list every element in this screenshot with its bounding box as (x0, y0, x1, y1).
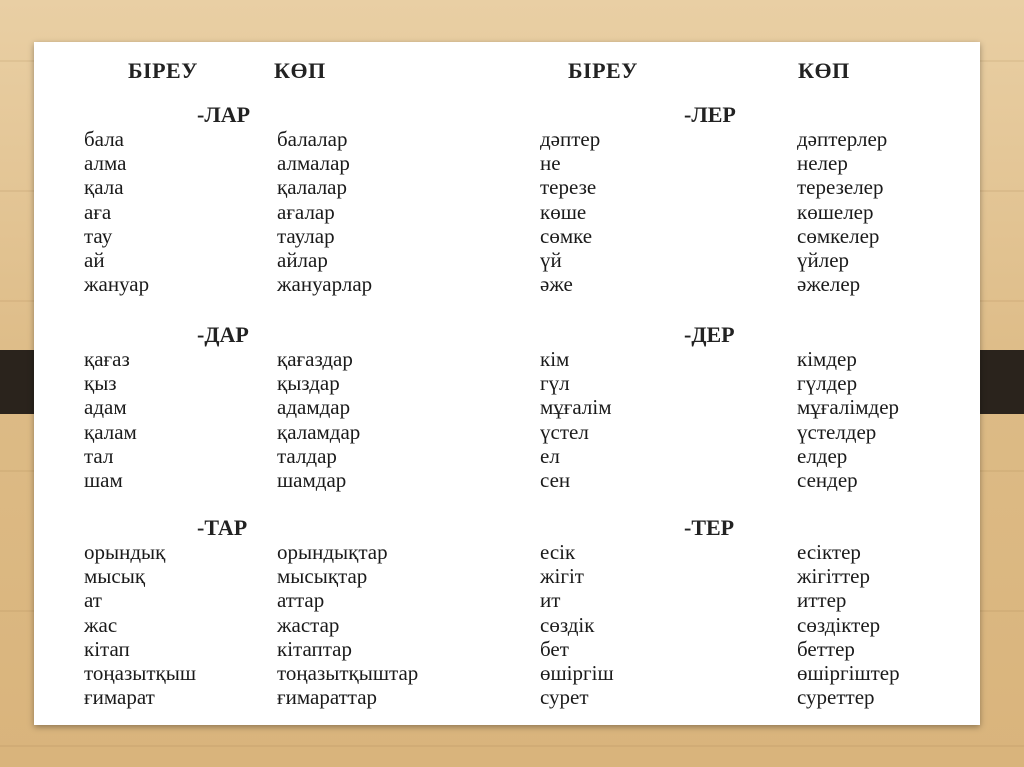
word-plural: кітаптар (277, 636, 353, 661)
word-singular: мысық (84, 564, 146, 589)
word-singular: көше (540, 199, 587, 224)
word-plural: жігіттер (797, 564, 870, 589)
word-singular: ит (540, 588, 561, 613)
word-singular: әже (540, 272, 573, 297)
word-plural: үйлер (797, 248, 850, 272)
word-plural: өшіргіштер (797, 661, 900, 685)
word-singular: тал (84, 443, 114, 468)
word-singular: үстел (540, 419, 589, 444)
word-plural: жастар (277, 612, 340, 637)
word-singular: терезе (540, 175, 597, 200)
word-plural: кімдер (797, 347, 857, 371)
word-singular: ғимарат (84, 685, 155, 710)
word-plural: талдар (277, 443, 337, 468)
header-left-plural: КӨП (274, 58, 326, 83)
word-plural: көшелер (797, 199, 874, 224)
word-singular: тоңазытқыш (84, 661, 197, 685)
suffix-right: -ЛЕР (684, 102, 736, 127)
word-singular: жануар (84, 272, 150, 297)
word-singular: кім (540, 347, 570, 371)
word-singular: аға (84, 199, 112, 224)
word-plural: нелер (797, 151, 848, 176)
suffix-right: -ТЕР (684, 515, 735, 540)
suffix-left: -ЛАР (197, 102, 251, 127)
word-plural: қыздар (277, 371, 340, 396)
word-singular: не (540, 151, 561, 176)
slide-card (34, 42, 980, 725)
word-singular: бет (540, 636, 569, 661)
word-singular: адам (84, 395, 127, 420)
word-singular: өшіргіш (540, 661, 614, 685)
word-plural: таулар (277, 223, 335, 248)
word-plural: суреттер (797, 685, 875, 710)
word-singular: алма (84, 151, 127, 176)
word-plural: мұғалімдер (797, 395, 900, 420)
header-right-plural: КӨП (798, 58, 850, 83)
word-plural: қағаздар (277, 347, 353, 371)
word-plural: иттер (797, 588, 847, 613)
word-plural: үстелдер (797, 419, 877, 444)
word-singular: гүл (540, 371, 570, 396)
word-singular: шам (84, 468, 123, 492)
word-singular: дәптер (540, 127, 601, 151)
word-plural: алмалар (277, 151, 350, 176)
word-plural: аттар (277, 588, 325, 613)
word-plural: тоңазытқыштар (277, 661, 419, 685)
word-singular: орындық (84, 540, 166, 564)
word-singular: сөмке (540, 223, 593, 248)
word-plural: ағалар (277, 199, 335, 224)
suffix-right: -ДЕР (684, 322, 735, 347)
header-left-single: БІРЕУ (128, 58, 198, 83)
word-singular: тау (84, 223, 113, 248)
word-singular: есік (540, 540, 576, 564)
word-plural: ғимараттар (277, 685, 378, 710)
word-plural: дәптерлер (797, 127, 888, 151)
suffix-left: -ДАР (197, 322, 249, 347)
dark-band-right (980, 350, 1024, 414)
word-singular: сөздік (540, 612, 595, 637)
word-singular: сурет (540, 685, 589, 710)
word-plural: есіктер (797, 540, 861, 564)
word-singular: жас (84, 612, 118, 637)
word-plural: шамдар (277, 468, 347, 492)
word-plural: айлар (277, 248, 328, 272)
word-plural: адамдар (277, 395, 351, 420)
word-singular: жігіт (540, 564, 584, 589)
word-plural: қаламдар (277, 419, 361, 444)
word-singular: ай (84, 248, 105, 272)
word-plural: терезелер (797, 175, 884, 200)
word-plural: жануарлар (277, 272, 373, 297)
header-right-single: БІРЕУ (568, 58, 638, 83)
word-plural: мысықтар (277, 564, 368, 589)
word-singular: қалам (84, 419, 137, 444)
dark-band-left (0, 350, 34, 414)
word-singular: қағаз (84, 347, 130, 371)
suffix-left: -ТАР (197, 515, 248, 540)
word-plural: әжелер (797, 272, 861, 297)
word-singular: мұғалім (540, 395, 612, 420)
word-plural: елдер (797, 443, 848, 468)
word-singular: кітап (84, 636, 130, 661)
word-singular: бала (84, 127, 124, 151)
word-plural: балалар (277, 127, 348, 151)
word-plural: гүлдер (797, 371, 858, 396)
word-plural: сөмкелер (797, 223, 880, 248)
word-plural: сөздіктер (797, 612, 881, 637)
word-singular: ел (540, 443, 560, 468)
word-singular: қала (84, 175, 124, 200)
word-plural: орындықтар (277, 540, 388, 564)
word-singular: қыз (84, 371, 117, 396)
word-singular: ат (84, 588, 102, 613)
word-plural: қалалар (277, 175, 347, 200)
word-plural: беттер (797, 636, 855, 661)
word-plural: сендер (797, 468, 858, 492)
word-singular: үй (540, 248, 562, 272)
word-singular: сен (540, 468, 571, 492)
